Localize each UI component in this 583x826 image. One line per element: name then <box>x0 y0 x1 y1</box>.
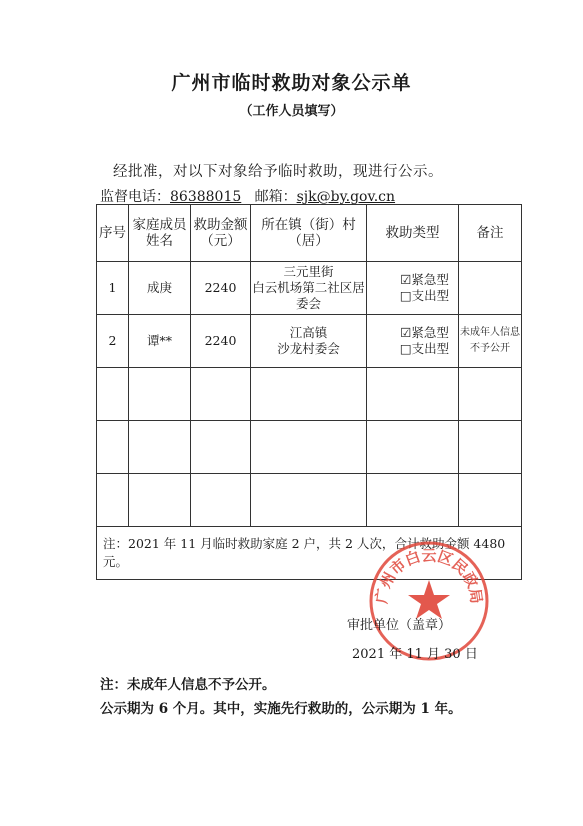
footnote-minor-privacy: 注：未成年人信息不予公开。 <box>100 677 276 693</box>
row-index: 2 <box>97 315 129 368</box>
location-line1: 江高镇 <box>289 325 328 340</box>
email-label: 邮箱： <box>254 189 297 205</box>
table-row-empty <box>97 368 522 421</box>
header-cell: 所在镇（街）村（居） <box>251 205 367 262</box>
contact-line <box>100 186 395 206</box>
header-cell: 救助类型 <box>367 205 459 262</box>
seal-text: 广州市白云区民政局 <box>372 546 486 605</box>
location-line1: 三元里街 <box>283 264 334 279</box>
location-line2: 白云机场第二社区居委会 <box>252 280 365 311</box>
approver-label: 审批单位（盖章） <box>347 618 452 633</box>
type-unchecked: □支出型 <box>399 341 450 356</box>
type-unchecked: □支出型 <box>399 288 450 303</box>
table-row-empty <box>97 421 522 474</box>
table-header-row <box>97 205 522 262</box>
row-amount: 2240 <box>191 315 251 368</box>
approval-date: 2021 年 11 月 30 日 <box>352 647 478 662</box>
location-line2: 沙龙村委会 <box>277 341 340 356</box>
row-remark: 未成年人信息不予公开 <box>459 315 522 368</box>
type-checked: ☑紧急型 <box>400 272 449 287</box>
header-cell: 备注 <box>459 205 522 262</box>
relief-table <box>96 204 522 580</box>
phone-number: 86388015 <box>170 189 242 205</box>
intro-text: 经批准，对以下对象给予临时救助，现进行公示。 <box>113 164 443 180</box>
row-location <box>251 262 367 315</box>
page-subtitle: （工作人员填写） <box>239 104 344 119</box>
table-row <box>97 315 522 368</box>
row-name: 谭** <box>129 315 191 368</box>
header-cell: 救助金额（元） <box>191 205 251 262</box>
page-title: 广州市临时救助对象公示单 <box>171 72 412 94</box>
row-location <box>251 315 367 368</box>
table-note: 注：2021 年 11 月临时救助家庭 2 户，共 2 人次，合计救助金额 4480 元。 <box>97 527 522 580</box>
header-cell: 序号 <box>97 205 129 262</box>
header-cell: 家庭成员姓名 <box>129 205 191 262</box>
phone-label: 监督电话： <box>100 189 170 205</box>
type-checked: ☑紧急型 <box>400 325 449 340</box>
footnote-publicity-period: 公示期为 6 个月。其中，实施先行救助的，公示期为 1 年。 <box>100 701 462 717</box>
table-row-empty <box>97 474 522 527</box>
row-remark <box>459 262 522 315</box>
row-type <box>367 262 459 315</box>
row-name: 成庚 <box>129 262 191 315</box>
row-index: 1 <box>97 262 129 315</box>
table-row <box>97 262 522 315</box>
row-amount: 2240 <box>191 262 251 315</box>
row-type <box>367 315 459 368</box>
email-address: sjk@by.gov.cn <box>296 189 396 205</box>
